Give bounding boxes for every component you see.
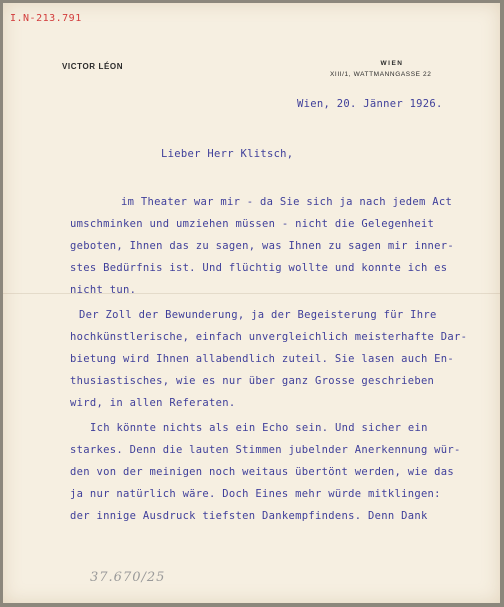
letter-line: stes Bedürfnis ist. Und flüchtig wollte und konnte ich es xyxy=(70,262,448,274)
salutation: Lieber Herr Klitsch, xyxy=(161,148,294,160)
letter-line: im Theater war mir - da Sie sich ja nach jedem Act xyxy=(121,196,453,208)
letter-line: Der Zoll der Bewunderung, ja der Begeisterung für Ihre xyxy=(79,309,437,321)
archive-number-stamp: I.N-213.791 xyxy=(10,13,82,24)
letter-line: starkes. Denn die lauten Stimmen jubelnder Anerkennung wür- xyxy=(70,444,461,456)
letter-line: den von der meinigen noch weitaus übertönt werden, wie das xyxy=(70,466,455,478)
letter-line: der innige Ausdruck tiefsten Dankempfindens. Denn Dank xyxy=(70,510,428,522)
letter-line: ja nur natürlich wäre. Doch Eines mehr würde mitklingen: xyxy=(70,488,441,500)
letter-line: bietung wird Ihnen allabendlich zuteil. Sie lasen auch En- xyxy=(70,353,455,365)
letter-line: nicht tun. xyxy=(70,284,137,296)
letter-line: geboten, Ihnen das zu sagen, was Ihnen zu sagen mir inner- xyxy=(70,240,455,252)
letterhead-city: WIEN xyxy=(380,60,404,67)
letter-line: hochkünstlerische, einfach unvergleichlich meisterhafte Dar- xyxy=(70,331,468,343)
letterhead-address: XIII/1, WATTMANNGASSE 22 xyxy=(330,71,432,78)
letter-line: wird, in allen Referaten. xyxy=(70,397,236,409)
pencil-annotation: 37.670/25 xyxy=(90,570,166,585)
letter-line: umschminken und umziehen müssen - nicht die Gelegenheit xyxy=(70,218,435,230)
letter-line: Ich könnte nichts als ein Echo sein. Und sicher ein xyxy=(90,422,428,434)
date-line: Wien, 20. Jänner 1926. xyxy=(297,98,443,110)
letter-line: thusiastisches, wie es nur über ganz Grosse geschrieben xyxy=(70,375,435,387)
letterhead-sender: VICTOR LÉON xyxy=(62,62,124,71)
